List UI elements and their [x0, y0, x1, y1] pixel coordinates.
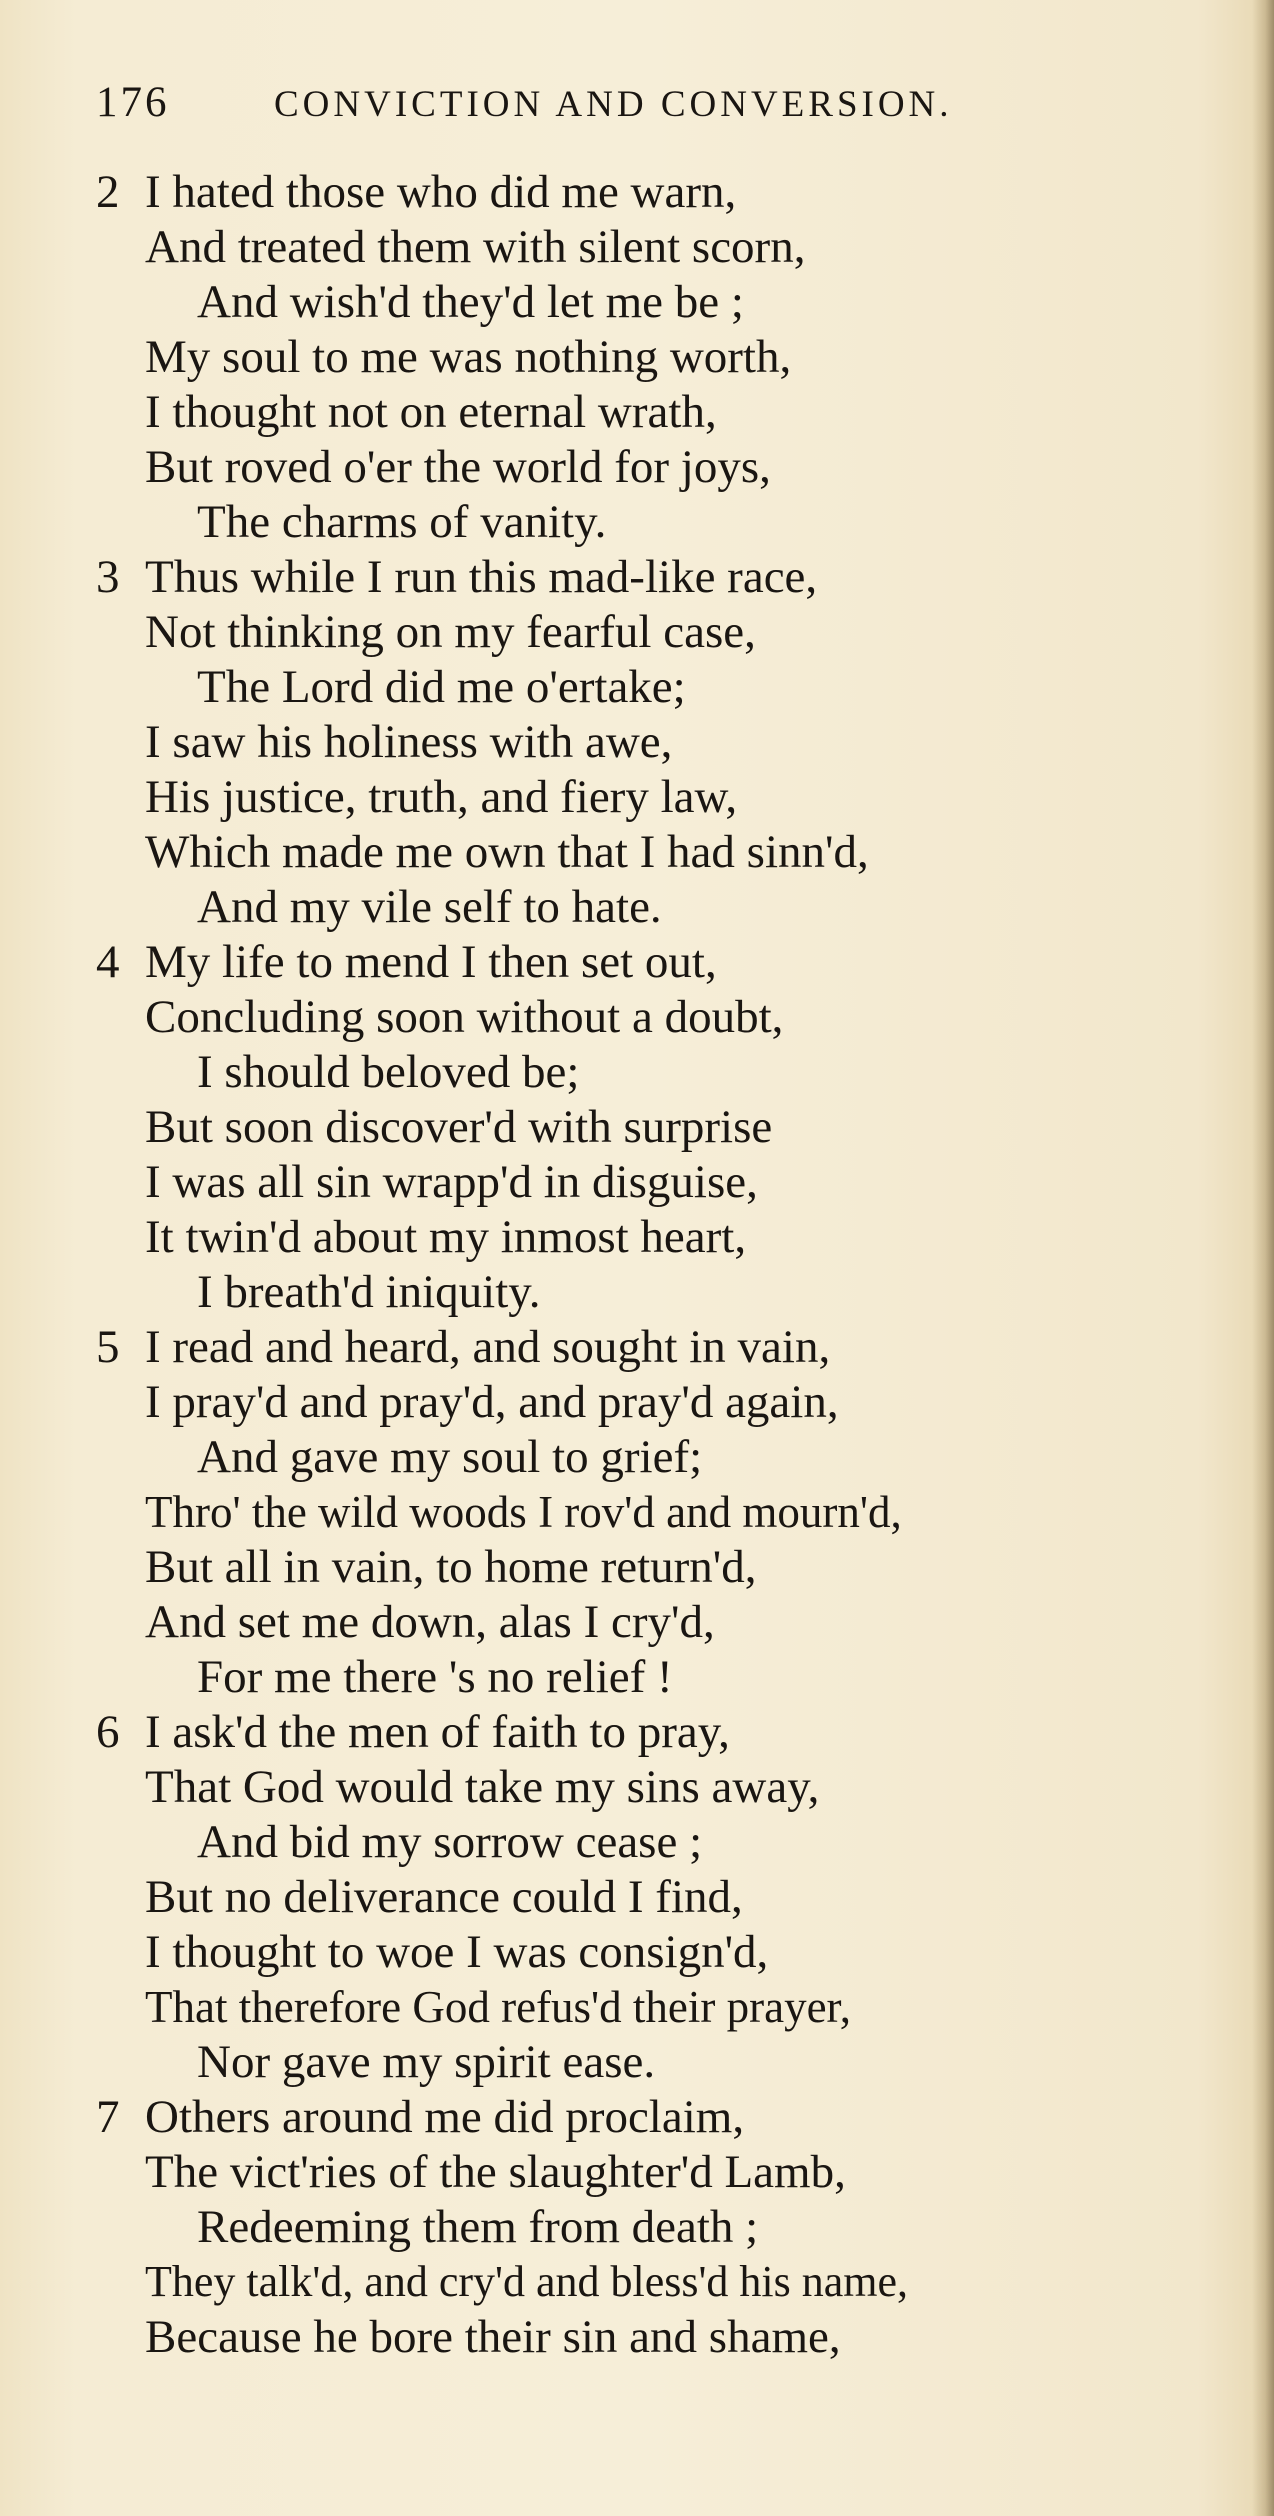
verse-line: That God would take my sins away,: [145, 1761, 820, 1813]
verse-line: I should beloved be;: [197, 1046, 580, 1098]
verse-line: I hated those who did me warn,: [145, 166, 737, 218]
verse-line: Redeeming them from death ;: [197, 2201, 759, 2253]
verse-line: I thought to woe I was consign'd,: [145, 1926, 769, 1978]
verse-line: I thought not on eternal wrath,: [145, 386, 717, 438]
verse-line: The charms of vanity.: [197, 496, 607, 548]
stanza-number: 4: [96, 936, 120, 988]
verse-line: But no deliverance could I find,: [145, 1871, 743, 1923]
verse-line: And my vile self to hate.: [197, 881, 662, 933]
verse-line: Concluding soon without a doubt,: [145, 991, 784, 1043]
page-header: [96, 78, 1096, 138]
verse-line: I saw his holiness with awe,: [145, 716, 673, 768]
verse-line: I pray'd and pray'd, and pray'd again,: [145, 1376, 839, 1428]
verse-line: Not thinking on my fearful case,: [145, 606, 756, 658]
verse-line: I ask'd the men of faith to pray,: [145, 1706, 730, 1758]
verse-line: The Lord did me o'ertake;: [197, 661, 686, 713]
verse-line: I breath'd iniquity.: [197, 1266, 541, 1318]
verse-line: The vict'ries of the slaughter'd Lamb,: [145, 2146, 846, 2198]
verse-line: And treated them with silent scorn,: [145, 221, 806, 273]
verse-line: I was all sin wrapp'd in disguise,: [145, 1156, 758, 1208]
page-edge-shadow: [1252, 0, 1274, 2516]
verse-line: Thus while I run this mad-like race,: [145, 551, 818, 603]
verse-line: And wish'd they'd let me be ;: [197, 276, 744, 328]
stanza-number: 3: [96, 551, 120, 603]
verse-line: It twin'd about my inmost heart,: [145, 1211, 747, 1263]
page-number: 176: [96, 79, 170, 126]
verse-line: My soul to me was nothing worth,: [145, 331, 792, 383]
verse-line: That therefore God refus'd their prayer,: [145, 1982, 851, 2032]
verse-line: But roved o'er the world for joys,: [145, 441, 771, 493]
verse-line: They talk'd, and cry'd and bless'd his name,: [145, 2257, 909, 2306]
stanza-number: 5: [96, 1321, 120, 1373]
verse-line: I read and heard, and sought in vain,: [145, 1321, 831, 1373]
verse-line: And gave my soul to grief;: [197, 1431, 703, 1483]
verse-line: And bid my sorrow cease ;: [197, 1816, 703, 1868]
verse-line: Thro' the wild woods I rov'd and mourn'd,: [145, 1487, 902, 1537]
verse-line: But soon discover'd with surprise: [145, 1101, 773, 1153]
verse-line: For me there 's no relief !: [197, 1651, 673, 1703]
stanza-number: 2: [96, 166, 120, 218]
verse-line: Because he bore their sin and shame,: [145, 2311, 841, 2363]
verse-line: His justice, truth, and fiery law,: [145, 771, 738, 823]
verse-line: Which made me own that I had sinn'd,: [145, 826, 869, 878]
verse-line: But all in vain, to home return'd,: [145, 1541, 757, 1593]
verse-line: Nor gave my spirit ease.: [197, 2036, 656, 2088]
stanza-number: 7: [96, 2091, 120, 2143]
verse-line: My life to mend I then set out,: [145, 936, 717, 988]
stanza-number: 6: [96, 1706, 120, 1758]
running-head: CONVICTION AND CONVERSION.: [274, 84, 953, 125]
verse-line: And set me down, alas I cry'd,: [145, 1596, 715, 1648]
verse-line: Others around me did proclaim,: [145, 2091, 745, 2143]
